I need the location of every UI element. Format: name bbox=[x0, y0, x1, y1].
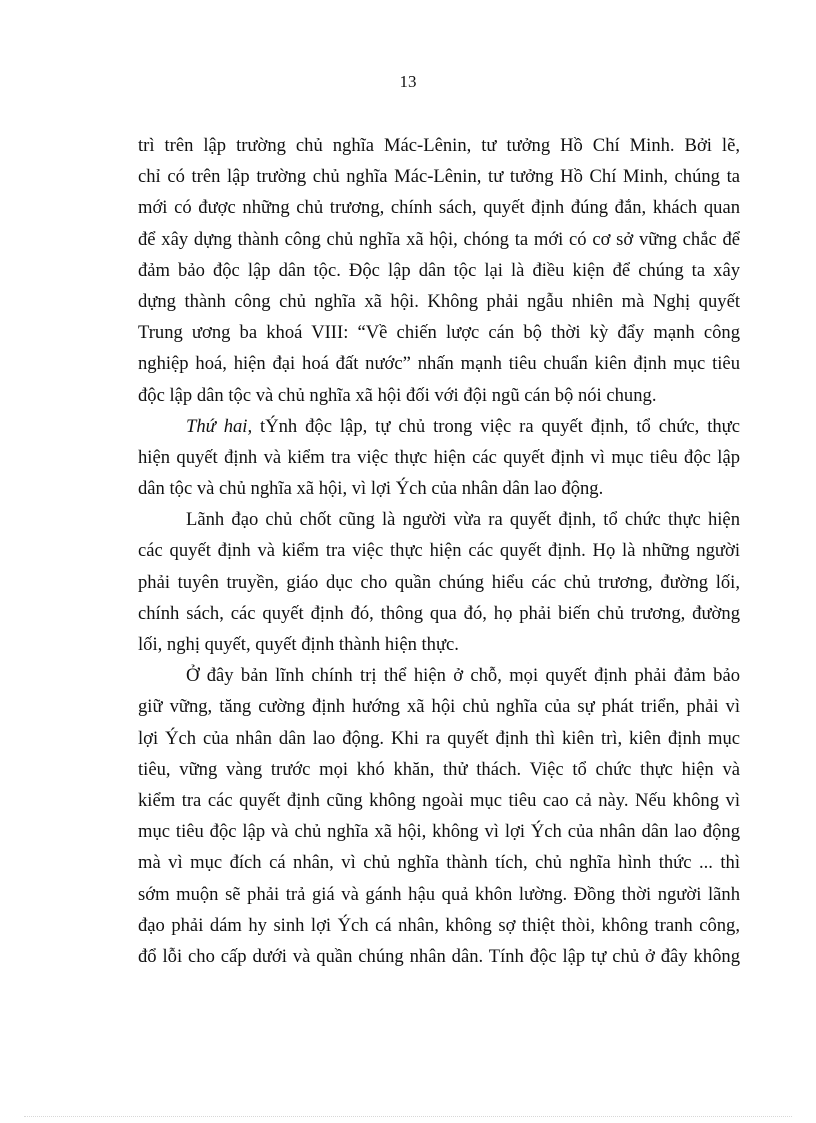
text-line: giữ vững, tăng cường định hướng xã hội chủ nghĩa của sự phát triển, phải vì bbox=[138, 696, 740, 718]
text-line: dựng thành công chủ nghĩa xã hội. Không phải ngẫu nhiên mà Nghị quyết bbox=[138, 290, 740, 312]
text-line: chính sách, các quyết định đó, thông qua đó, họ phải biến chủ trương, đường bbox=[138, 602, 740, 624]
text-line: nghiệp hoá, hiện đại hoá đất nước” nhấn mạnh tiêu chuẩn kiên định mục tiêu bbox=[138, 353, 740, 375]
text-run: tÝnh độc lập, tự chủ trong việc ra quyết định, tổ chức, thực bbox=[252, 415, 740, 437]
text-line: dân tộc và chủ nghĩa xã hội, vì lợi Ých của nhân dân lao động. bbox=[138, 478, 604, 500]
italic-lead: Thứ hai, bbox=[186, 415, 253, 437]
text-line: trì trên lập trường chủ nghĩa Mác-Lênin, tư tưởng Hồ Chí Minh. Bởi lẽ, bbox=[138, 135, 740, 156]
paragraph bbox=[138, 660, 740, 972]
paragraph bbox=[138, 504, 740, 660]
text-line: kiểm tra các quyết định cũng không ngoài mục tiêu cao cả này. Nếu không vì bbox=[138, 789, 740, 811]
text-line: đạo phải dám hy sinh lợi Ých cá nhân, không sợ thiệt thòi, không tranh công, bbox=[138, 914, 740, 936]
text-line: Ở đây bản lĩnh chính trị thể hiện ở chỗ, mọi quyết định phải đảm bảo bbox=[186, 665, 740, 687]
text-line: độc lập dân tộc và chủ nghĩa xã hội đối với đội ngũ cán bộ nói chung. bbox=[138, 384, 657, 406]
text-line: đảm bảo độc lập dân tộc. Độc lập dân tộc lại là điều kiện để chúng ta xây bbox=[138, 259, 740, 281]
text-line: mà vì mục đích cá nhân, vì chủ nghĩa thành tích, chủ nghĩa hình thức ... thì bbox=[138, 852, 740, 874]
page-number: 13 bbox=[399, 72, 417, 91]
text-line: chỉ có trên lập trường chủ nghĩa Mác-Lênin, tư tưởng Hồ Chí Minh, chúng ta bbox=[138, 166, 740, 188]
text-line: mới có được những chủ trương, chính sách, quyết định đúng đắn, khách quan bbox=[138, 197, 740, 219]
paragraph bbox=[138, 130, 740, 411]
text-line: phải tuyên truyền, giáo dục cho quần chúng hiểu các chủ trương, đường lối, bbox=[138, 571, 740, 593]
text-line: các quyết định và kiểm tra việc thực hiện các quyết định. Họ là những người bbox=[138, 540, 740, 562]
text-line: tiêu, vững vàng trước mọi khó khăn, thử thách. Việc tổ chức thực hiện và bbox=[138, 758, 740, 780]
text-line: hiện quyết định và kiểm tra việc thực hiện các quyết định vì mục tiêu độc lập bbox=[138, 446, 740, 468]
text-line: sớm muộn sẽ phải trả giá và gánh hậu quả khôn lường. Đồng thời người lãnh bbox=[138, 883, 740, 905]
text-line: mục tiêu độc lập và chủ nghĩa xã hội, không vì lợi Ých của nhân dân lao động bbox=[138, 821, 740, 843]
text-line bbox=[138, 411, 740, 442]
text-line: lợi Ých của nhân dân lao động. Khi ra quyết định thì kiên trì, kiên định mục bbox=[138, 727, 740, 749]
text-line: để xây dựng thành công chủ nghĩa xã hội, chóng ta mới có cơ sở vững chắc để bbox=[138, 228, 740, 250]
document-body bbox=[138, 130, 740, 972]
text-line: lối, nghị quyết, quyết định thành hiện thực. bbox=[138, 634, 459, 655]
text-line: đổ lỗi cho cấp dưới và quần chúng nhân dân. Tính độc lập tự chủ ở đây không bbox=[138, 945, 740, 967]
paragraph bbox=[138, 411, 740, 505]
page-bottom-divider bbox=[24, 1116, 792, 1117]
text-line: Trung ương ba khoá VIII: “Về chiến lược cán bộ thời kỳ đẩy mạnh công bbox=[138, 322, 740, 344]
text-line: Lãnh đạo chủ chốt cũng là người vừa ra quyết định, tổ chức thực hiện bbox=[186, 509, 740, 531]
